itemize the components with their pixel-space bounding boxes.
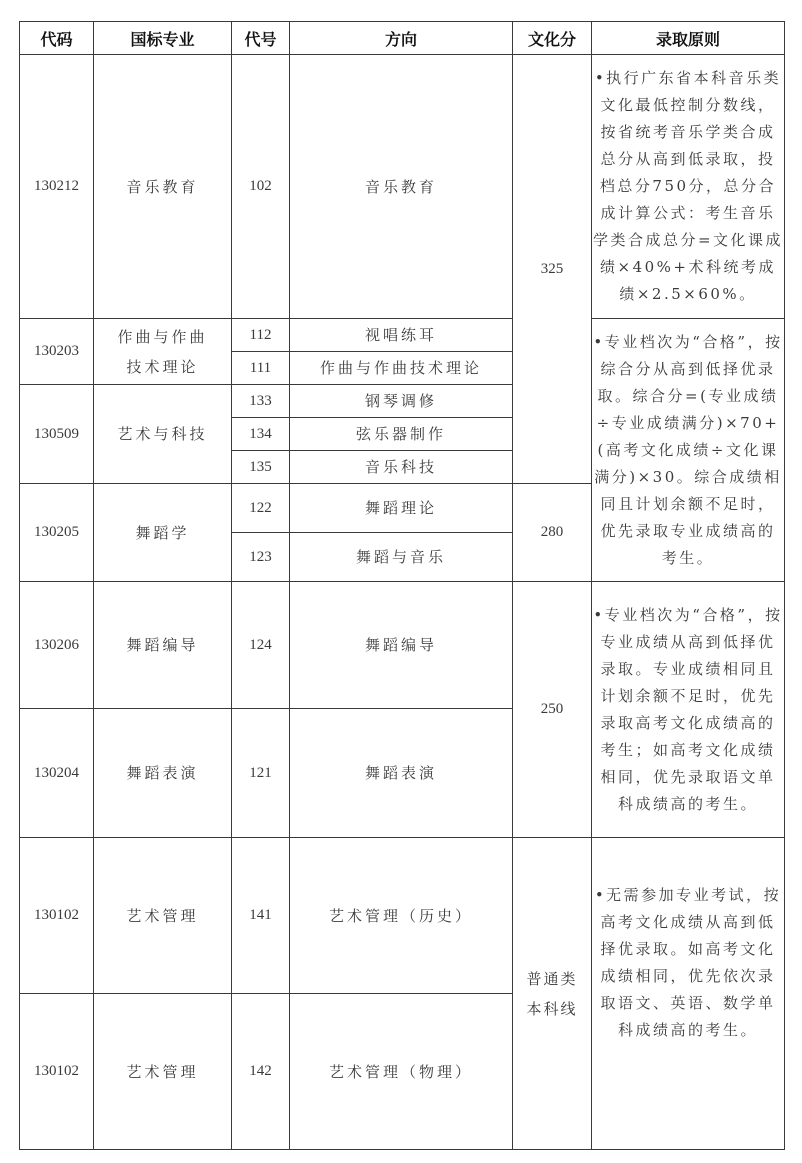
major-name: 艺术与科技 (94, 385, 232, 484)
table-row (20, 582, 785, 709)
direction-id: 122 (232, 484, 290, 533)
major-code: 130204 (20, 709, 94, 838)
major-name: 艺术管理 (94, 994, 232, 1150)
major-code: 130212 (20, 55, 94, 319)
admission-rule: •专业档次为“合格”，按专业成绩从高到低择优录取。专业成绩相同且计划余额不足时，优先录取高考文化成绩高的考生；如高考文化成绩相同，优先录取语文单科成绩高的考生。 (592, 582, 785, 838)
admission-rule: •执行广东省本科音乐类文化最低控制分数线，按省统考音乐学类合成总分从高到低录取，投档总分750分，总分合成计算公式：考生音乐学类合成总分=文化课成绩×40%+术科统考成绩×2.5×60%。 (592, 55, 785, 319)
direction-id: 112 (232, 319, 290, 352)
header-direction: 方向 (290, 22, 513, 55)
direction-id: 133 (232, 385, 290, 418)
direction-id: 124 (232, 582, 290, 709)
major-code: 130102 (20, 994, 94, 1150)
major-code: 130206 (20, 582, 94, 709)
major-name: 舞蹈编导 (94, 582, 232, 709)
admission-rule: •无需参加专业考试，按高考文化成绩从高到低择优录取。如高考文化成绩相同，优先依次录取语文、英语、数学单科成绩高的考生。 (592, 838, 785, 1150)
culture-score: 普通类本科线 (513, 838, 592, 1150)
admission-table (19, 21, 785, 1150)
direction-name: 音乐教育 (290, 55, 513, 319)
major-name: 舞蹈表演 (94, 709, 232, 838)
direction-name: 舞蹈表演 (290, 709, 513, 838)
culture-score: 250 (513, 582, 592, 838)
direction-name: 音乐科技 (290, 451, 513, 484)
header-culture-score: 文化分 (513, 22, 592, 55)
direction-id: 142 (232, 994, 290, 1150)
direction-id: 134 (232, 418, 290, 451)
direction-name: 作曲与作曲技术理论 (290, 352, 513, 385)
major-name: 音乐教育 (94, 55, 232, 319)
major-code: 130102 (20, 838, 94, 994)
direction-name: 视唱练耳 (290, 319, 513, 352)
header-code: 代码 (20, 22, 94, 55)
direction-name: 弦乐器制作 (290, 418, 513, 451)
direction-id: 123 (232, 533, 290, 582)
major-code: 130509 (20, 385, 94, 484)
direction-name: 艺术管理（物理） (290, 994, 513, 1150)
header-major: 国标专业 (94, 22, 232, 55)
direction-name: 舞蹈理论 (290, 484, 513, 533)
header-direction-id: 代号 (232, 22, 290, 55)
direction-name: 舞蹈与音乐 (290, 533, 513, 582)
major-code: 130205 (20, 484, 94, 582)
direction-id: 111 (232, 352, 290, 385)
table-row (20, 319, 785, 352)
culture-score: 325 (513, 55, 592, 484)
table-row (20, 838, 785, 994)
major-name: 作曲与作曲技术理论 (94, 319, 232, 385)
major-name: 舞蹈学 (94, 484, 232, 582)
direction-name: 艺术管理（历史） (290, 838, 513, 994)
direction-id: 121 (232, 709, 290, 838)
direction-name: 钢琴调修 (290, 385, 513, 418)
direction-id: 135 (232, 451, 290, 484)
admission-rule: •专业档次为“合格”，按综合分从高到低择优录取。综合分=(专业成绩÷专业成绩满分)×70+(高考文化成绩÷文化课满分)×30。综合成绩相同且计划余额不足时，优先录取专业成绩高的考生。 (592, 319, 785, 582)
table-row (20, 55, 785, 319)
culture-score: 280 (513, 484, 592, 582)
major-name: 艺术管理 (94, 838, 232, 994)
header-row (20, 22, 785, 55)
direction-id: 102 (232, 55, 290, 319)
major-code: 130203 (20, 319, 94, 385)
direction-name: 舞蹈编导 (290, 582, 513, 709)
direction-id: 141 (232, 838, 290, 994)
header-admission-rule: 录取原则 (592, 22, 785, 55)
